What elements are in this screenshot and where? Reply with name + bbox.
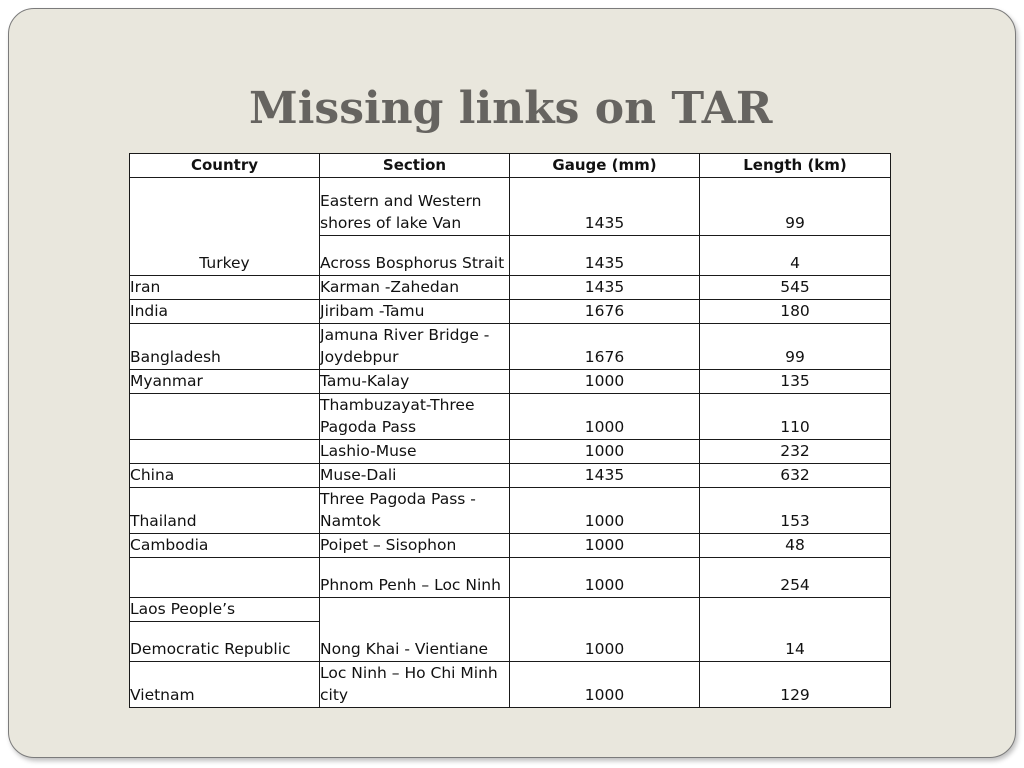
cell-country: Cambodia (130, 534, 320, 558)
cell-country: Vietnam (130, 662, 320, 708)
table-row (130, 534, 891, 558)
cell-gauge: 1000 (510, 558, 700, 598)
cell-gauge: 1000 (510, 394, 700, 440)
cell-gauge: 1000 (510, 534, 700, 558)
table-row (130, 440, 891, 464)
cell-length: 180 (700, 300, 891, 324)
cell-length: 110 (700, 394, 891, 440)
table-row (130, 300, 891, 324)
cell-gauge: 1435 (510, 236, 700, 276)
cell-country: Thailand (130, 488, 320, 534)
cell-country (130, 440, 320, 464)
cell-length: 135 (700, 370, 891, 394)
table-row (130, 178, 891, 236)
cell-section: Phnom Penh – Loc Ninh (320, 558, 510, 598)
cell-length: 232 (700, 440, 891, 464)
cell-country: Bangladesh (130, 324, 320, 370)
cell-section: Across Bosphorus Strait (320, 236, 510, 276)
table-row (130, 488, 891, 534)
cell-section: Eastern and Western shores of lake Van (320, 178, 510, 236)
cell-length: 4 (700, 236, 891, 276)
cell-gauge: 1676 (510, 324, 700, 370)
cell-length: 99 (700, 324, 891, 370)
table-row (130, 394, 891, 440)
header-section: Section (320, 154, 510, 178)
cell-gauge: 1676 (510, 300, 700, 324)
cell-country (130, 558, 320, 598)
cell-section: Thambuzayat-Three Pagoda Pass (320, 394, 510, 440)
table-row (130, 662, 891, 708)
cell-length: 14 (700, 598, 891, 662)
cell-country: Laos People’s (130, 598, 320, 622)
cell-country: Democratic Republic (130, 622, 320, 662)
table-row (130, 324, 891, 370)
cell-gauge: 1435 (510, 464, 700, 488)
cell-length: 545 (700, 276, 891, 300)
cell-section: Loc Ninh – Ho Chi Minh city (320, 662, 510, 708)
cell-country: India (130, 300, 320, 324)
table-row (130, 370, 891, 394)
cell-length: 99 (700, 178, 891, 236)
cell-gauge: 1435 (510, 178, 700, 236)
cell-gauge: 1435 (510, 276, 700, 300)
cell-section: Tamu-Kalay (320, 370, 510, 394)
cell-section: Lashio-Muse (320, 440, 510, 464)
cell-country: Myanmar (130, 370, 320, 394)
cell-section: Three Pagoda Pass - Namtok (320, 488, 510, 534)
cell-section: Karman -Zahedan (320, 276, 510, 300)
cell-length: 48 (700, 534, 891, 558)
header-length: Length (km) (700, 154, 891, 178)
cell-country (130, 394, 320, 440)
cell-gauge: 1000 (510, 598, 700, 662)
table-row (130, 598, 891, 622)
header-country: Country (130, 154, 320, 178)
cell-section: Jiribam -Tamu (320, 300, 510, 324)
cell-length: 254 (700, 558, 891, 598)
table-row (130, 464, 891, 488)
cell-section: Jamuna River Bridge - Joydebpur (320, 324, 510, 370)
cell-gauge: 1000 (510, 662, 700, 708)
table-header-row (130, 154, 891, 178)
cell-length: 632 (700, 464, 891, 488)
cell-gauge: 1000 (510, 370, 700, 394)
cell-section: Muse-Dali (320, 464, 510, 488)
missing-links-table (129, 153, 891, 708)
cell-country: China (130, 464, 320, 488)
slide-title: Missing links on TAR (249, 83, 773, 134)
table-row (130, 558, 891, 598)
cell-country: Iran (130, 276, 320, 300)
table-row (130, 276, 891, 300)
cell-country: Turkey (130, 178, 320, 276)
cell-section: Nong Khai - Vientiane (320, 598, 510, 662)
cell-gauge: 1000 (510, 440, 700, 464)
header-gauge: Gauge (mm) (510, 154, 700, 178)
cell-section: Poipet – Sisophon (320, 534, 510, 558)
cell-length: 129 (700, 662, 891, 708)
cell-length: 153 (700, 488, 891, 534)
cell-gauge: 1000 (510, 488, 700, 534)
slide (8, 8, 1016, 758)
